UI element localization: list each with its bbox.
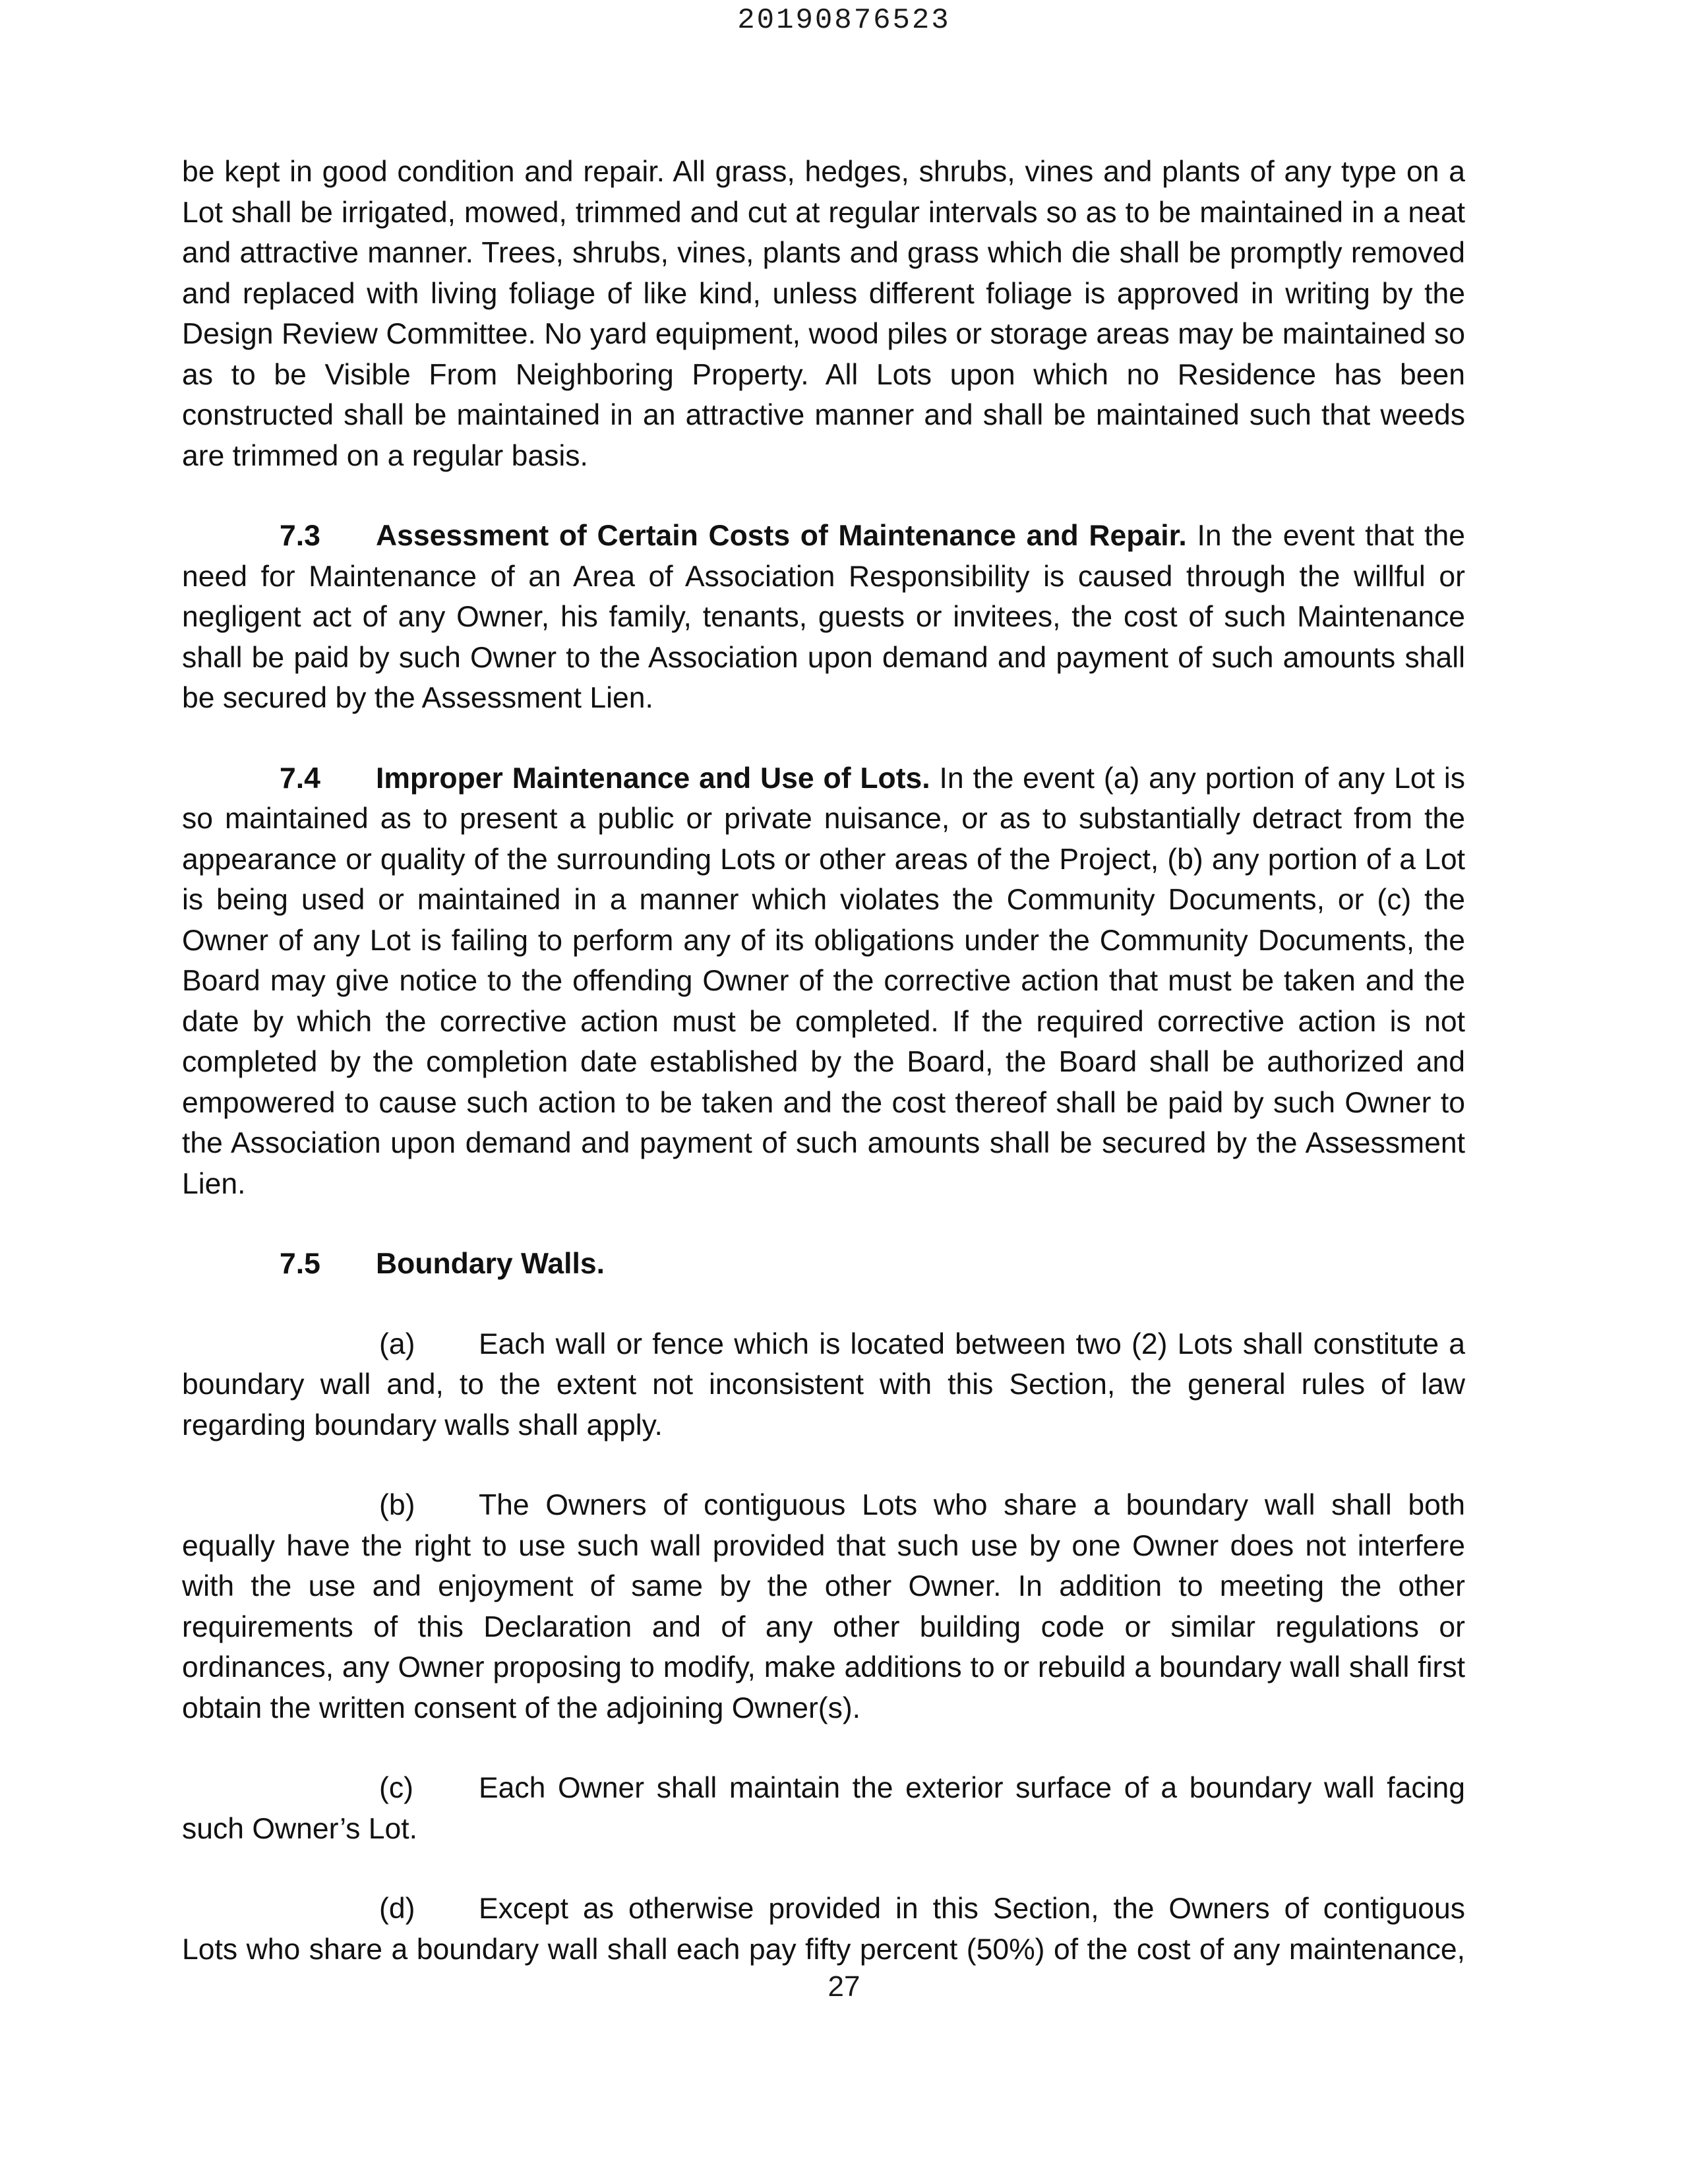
section-number: 7.4 <box>280 762 320 795</box>
subsection-label: (b) <box>379 1489 415 1521</box>
subsection-text: The Owners of contiguous Lots who share a boundary wall shall both equally have the right to use such wall provided that such use by one Owner does not interfere with the use and enjoyment of same by the other Owner. In addition to meeting the other requirements of this Declaration and of any other building code or similar regulations or ordinances, any Owner proposing to modify, make additions to or rebuild a boundary wall shall first obtain the written consent of the adjoining Owner(s). <box>182 1489 1465 1724</box>
section-7-5-heading <box>182 1244 1465 1285</box>
section-7-4 <box>182 758 1465 1205</box>
section-title: Assessment of Certain Costs of Maintenance and Repair. <box>376 520 1187 552</box>
subsection-text: Each Owner shall maintain the exterior surface of a boundary wall facing such Owner’s Lot. <box>182 1772 1465 1845</box>
section-number: 7.5 <box>280 1248 320 1280</box>
section-number: 7.3 <box>280 520 320 552</box>
subsection-label: (c) <box>379 1772 413 1804</box>
subsection-label: (a) <box>379 1327 415 1360</box>
paragraph-intro: be kept in good condition and repair. All grass, hedges, shrubs, vines and plants of any type on a Lot shall be irrigated, mowed, trimmed and cut at regular intervals so as to be maintained in a neat and attractive manner. Trees, shrubs, vines, plants and grass which die shall be promptly removed and replaced with living foliage of like kind, unless different foliage is approved in writing by the Design Review Committee. No yard equipment, wood piles or storage areas may be maintained so as to be Visible From Neighboring Property. All Lots upon which no Residence has been constructed shall be maintained in an attractive manner and shall be maintained such that weeds are trimmed on a regular basis. <box>182 156 1465 472</box>
subsection-label: (d) <box>379 1893 415 1925</box>
subsection-b <box>182 1485 1465 1728</box>
subsection-text: Except as otherwise provided in this Section, the Owners of contiguous Lots who share a boundary wall shall each pay fifty percent (50%) of the cost of any maintenance, <box>182 1893 1465 1966</box>
subsection-text: Each wall or fence which is located between two (2) Lots shall constitute a boundary wall and, to the extent not inconsistent with this Section, the general rules of law regarding boundary walls shall apply. <box>182 1327 1465 1441</box>
document-body <box>182 152 1465 1970</box>
document-number: 20190876523 <box>737 4 951 37</box>
section-title: Boundary Walls. <box>376 1248 605 1280</box>
section-title: Improper Maintenance and Use of Lots. <box>376 762 930 795</box>
page-number: 27 <box>828 1970 860 2003</box>
subsection-a <box>182 1324 1465 1446</box>
subsection-d <box>182 1889 1465 1970</box>
subsection-c <box>182 1768 1465 1849</box>
section-7-3 <box>182 516 1465 719</box>
section-text: In the event that the need for Maintenance of an Area of Association Responsibility is caused through the willful or negligent act of any Owner, his family, tenants, guests or invitees, the cost of such Maintenance shall be paid by such Owner to the Association upon demand and payment of such amounts shall be secured by the Assessment Lien. <box>182 520 1465 714</box>
section-text: In the event (a) any portion of any Lot is so maintained as to present a public or private nuisance, or as to substantially detract from the appearance or quality of the surrounding Lots or other areas of the Project, (b) any portion of a Lot is being used or maintained in a manner which violates the Community Documents, or (c) the Owner of any Lot is failing to perform any of its obligations under the Community Documents, the Board may give notice to the offending Owner of the corrective action that must be taken and the date by which the corrective action must be completed. If the required corrective action is not completed by the completion date established by the Board, the Board shall be authorized and empowered to cause such action to be taken and the cost thereof shall be paid by such Owner to the Association upon demand and payment of such amounts shall be secured by the Assessment Lien. <box>182 762 1465 1200</box>
